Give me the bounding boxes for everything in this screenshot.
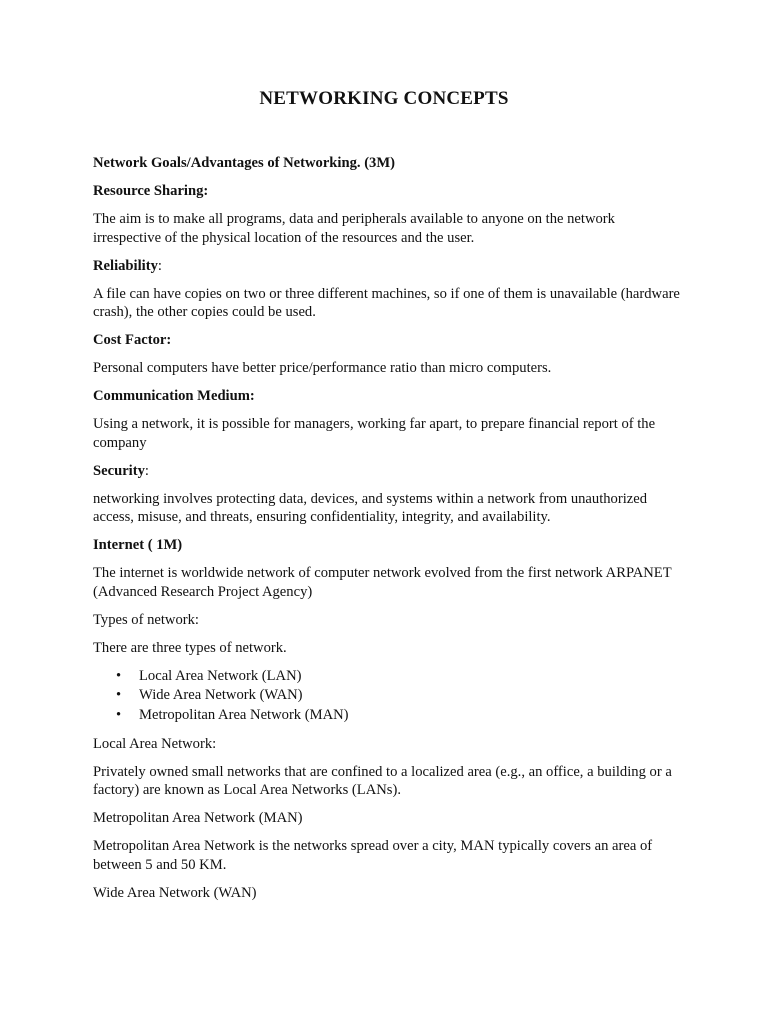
internet-text: The internet is worldwide network of computer network evolved from the first network ARPANET (Advanced Research Project Agency) xyxy=(93,565,672,600)
reliability-text: A file can have copies on two or three different machines, so if one of them is unavailable (hardware crash), the other copies could be used. xyxy=(93,285,680,320)
security-heading: Security xyxy=(93,462,145,479)
network-types-list xyxy=(93,667,683,726)
bullet-icon: • xyxy=(116,667,122,684)
lan-text: Privately owned small networks that are confined to a localized area (e.g., an office, a building or a factory) are known as Local Area Networks (LANs). xyxy=(93,763,672,798)
goals-heading: Network Goals/Advantages of Networking. (3M) xyxy=(93,155,395,171)
types-intro: There are three types of network. xyxy=(93,639,287,656)
bullet-icon: • xyxy=(116,706,122,723)
resource-sharing-text: The aim is to make all programs, data and peripherals available to anyone on the network irrespective of the physical location of the resources and the user. xyxy=(93,211,615,246)
internet-heading: Internet ( 1M) xyxy=(93,537,183,553)
list-item xyxy=(93,706,683,726)
communication-medium-heading: Communication Medium: xyxy=(93,388,255,404)
reliability-heading: Reliability xyxy=(93,257,158,274)
list-item-label: Local Area Network (LAN) xyxy=(139,667,302,684)
page-title: NETWORKING CONCEPTS xyxy=(259,88,509,109)
resource-sharing-heading: Resource Sharing: xyxy=(93,183,209,199)
wan-label: Wide Area Network (WAN) xyxy=(93,884,257,901)
document-body xyxy=(93,154,683,912)
list-item xyxy=(93,667,683,687)
security-colon: : xyxy=(144,462,149,479)
communication-medium-text: Using a network, it is possible for managers, working far apart, to prepare financial report of the company xyxy=(93,416,656,451)
man-label: Metropolitan Area Network (MAN) xyxy=(93,810,303,826)
types-label: Types of network: xyxy=(93,611,199,628)
list-item-label: Metropolitan Area Network (MAN) xyxy=(139,706,349,723)
cost-factor-heading: Cost Factor: xyxy=(93,332,172,348)
reliability-heading-line xyxy=(93,257,683,276)
security-text: networking involves protecting data, devices, and systems within a network from unauthorized access, misuse, and threats, ensuring confidentiality, integrity, and availability. xyxy=(93,490,648,525)
lan-label: Local Area Network: xyxy=(93,735,217,752)
cost-factor-text: Personal computers have better price/performance ratio than micro computers. xyxy=(93,360,552,376)
security-heading-line xyxy=(93,462,683,481)
man-text: Metropolitan Area Network is the networks spread over a city, MAN typically covers an area of between 5 and 50 KM. xyxy=(93,838,653,873)
bullet-icon: • xyxy=(116,687,122,703)
reliability-colon: : xyxy=(157,257,162,274)
list-item-label: Wide Area Network (WAN) xyxy=(139,687,303,703)
list-item xyxy=(93,686,683,706)
